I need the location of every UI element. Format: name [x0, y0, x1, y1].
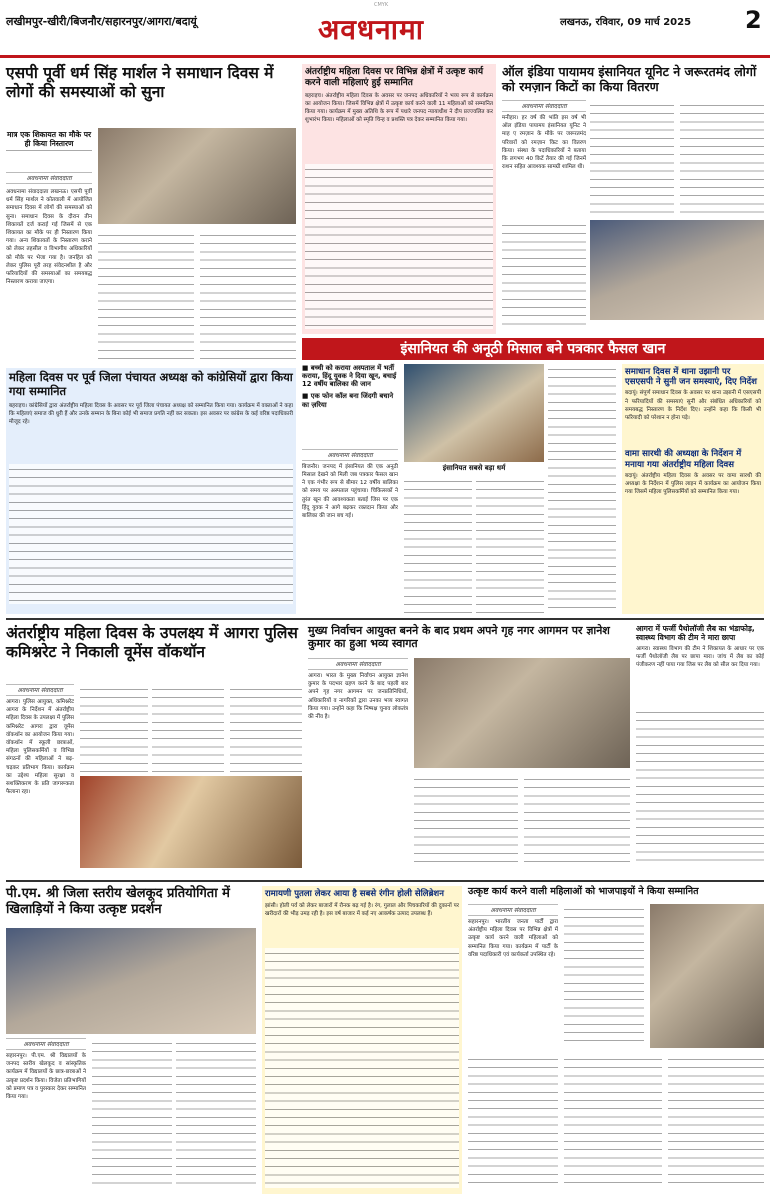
- article-mahila-samman: [302, 64, 496, 334]
- bullet-1: ■ बच्ची को कराया अस्पताल में भर्ती कराया, हिंदू युवक ने दिया खून, बचाई 12 वर्षीय बालिका की जान: [302, 364, 397, 389]
- article-body: बदायूं। अंतर्राष्ट्रीय महिला दिवस के अवसर पर वामा सारथी की अध्यक्षा के निर्देशन में पुलिस लाइन में कार्यक्रम का आयोजन किया गया जिसमें महिला पुलिसकर्मियों को सम्मानित किया गया।: [625, 472, 761, 496]
- article-ujhani-samadhan: [622, 364, 764, 614]
- article-body-continued: [176, 1038, 256, 1188]
- article-body: आगरा। भारत के मुख्य निर्वाचन आयुक्त ज्ञानेश कुमार के पदभार ग्रहण करने के बाद पहली बार अपने गृह नगर आगमन पर जनप्रतिनिधियों, अधिकारियों व नागरिकों द्वारा उनका भव्य स्वागत किया गया। उन्होंने कहा कि निष्पक्ष चुनाव लोकतंत्र की नींव है।: [308, 673, 408, 721]
- bullet-2: ■ एक फोन कॉल बना जिंदगी बचाने का ज़रिया: [302, 392, 394, 409]
- headline: रामायणी पुतला लेकर आया है सबसे रंगीन होली सेलिब्रेशन: [265, 889, 444, 899]
- photo-walkathon: [80, 776, 302, 868]
- masthead: [0, 0, 770, 58]
- headline: उत्कृष्ट कार्य करने वाली महिलाओं को भाजपाइयों ने किया सम्मानित: [468, 886, 699, 897]
- article-body: झांसी। होली पर्व को लेकर बाजारों में रौनक बढ़ गई है। रंग, गुलाल और पिचकारियों की दुकानों पर खरीदारों की भीड़ उमड़ रही है। इस वर्ष बाजार में कई नए आकर्षक उत्पाद उपलब्ध हैं।: [265, 903, 459, 918]
- headline: आगरा में फर्जी पैथोलॉजी लैब का भंडाफोड़, स्वास्थ्य विभाग की टीम ने मारा छापा: [636, 624, 755, 642]
- byline: अवधनामा संवाददाता: [6, 1038, 86, 1050]
- headline: एसपी पूर्वी धर्म सिंह मार्शल ने समाधान दिवस में लोगों की समस्याओं को सुना: [6, 64, 274, 101]
- photo-welcome: [414, 658, 630, 768]
- article-body-continued: [152, 684, 224, 774]
- newspaper-logo: अवधनामा: [318, 13, 424, 46]
- article-body: सहारनपुर। भारतीय जनता पार्टी द्वारा अंतर्राष्ट्रीय महिला दिवस पर विभिन्न क्षेत्रों में उत्कृष्ट कार्य करने वाली महिलाओं को सम्मानित किया गया। कार्यक्रम में पार्टी के वरिष्ठ पदाधिकारी एवं कार्यकर्ता उपस्थित रहे।: [468, 919, 558, 958]
- article-body-continued: [98, 230, 194, 360]
- article-body: बहराइच। अंतर्राष्ट्रीय महिला दिवस के अवसर पर जनपद अधिकारियों ने भव्य रूप से कार्यक्रम का आयोजन किया। जिसमें विभिन्न क्षेत्रों में उत्कृष्ट कार्य करने वाली 11 महिलाओं को सम्मानित किया गया। कार्यक्रम में मुख्य अतिथि के रूप में पधारे जनपद न्यायाधीश ने दीप प्रज्ज्वलित कर शुभारंभ किया। महिलाओं को स्मृति चिन्ह व प्रशस्ति पत्र देकर सम्मानित किया गया।: [305, 92, 493, 124]
- article-body-continued: [502, 220, 586, 330]
- article-sp-samadhan: [6, 64, 296, 364]
- article-body-continued: [265, 948, 459, 1188]
- article-body: बदायूं। संपूर्ण समाधान दिवस के अवसर पर थाना उझानी में एसएसपी ने फरियादियों की समस्याएं सुनीं और संबंधित अधिकारियों को समयबद्ध निस्तारण के निर्देश दिए। उन्होंने कहा कि किसी भी फरियादी को परेशान न होना पड़े।: [625, 390, 761, 421]
- article-body-continued: [476, 476, 544, 614]
- photo-khelkud: [6, 928, 256, 1034]
- article-body-continued: [414, 774, 518, 868]
- article-body-continued: [200, 230, 296, 360]
- article-body-continued: [404, 476, 472, 614]
- article-body: आगरा। पुलिस आयुक्त, कमिश्नरेट आगरा के निर्देशन में अंतर्राष्ट्रीय महिला दिवस के उपलक्ष्य में पुलिस कमिश्नरेट आगरा द्वारा वूमेंस वॉकथॉन का आयोजन किया गया। वॉकथॉन में स्कूली छात्राओं, महिला पुलिसकर्मियों व विभिन्न संगठनों की महिलाओं ने बढ़-चढ़कर प्रतिभाग किया। कार्यक्रम का उद्देश्य महिला सुरक्षा व सशक्तिकरण के प्रति जागरूकता फैलाना रहा।: [6, 699, 74, 796]
- article-body-continued: [230, 684, 302, 774]
- article-holi: [262, 886, 462, 1194]
- headline: पी.एम. श्री जिला स्तरीय खेलकूद प्रतियोगिता में खिलाड़ियों ने किया उत्कृष्ट प्रदर्शन: [6, 886, 230, 917]
- photo-samadhan-diwas: [98, 128, 296, 224]
- article-body: आगरा। स्वास्थ्य विभाग की टीम ने शिकायत के आधार पर एक फर्जी पैथोलॉजी लैब पर छापा मारा। जांच में लैब का कोई पंजीकरण नहीं पाया गया जिस पर लैब को सील कर दिया गया।: [636, 646, 764, 669]
- article-body-continued: [80, 684, 148, 772]
- headline: ऑल इंडिया पायामय इंसानियत यूनिट ने जरूरतमंद लोगों को रमज़ान किटों का किया वितरण: [502, 64, 757, 94]
- byline: अवधनामा संवाददाता: [308, 658, 408, 670]
- headline: समाधान दिवस में थाना उझानी पर एसएसपी ने सुनी जन समस्याएं, दिए निर्देश: [625, 367, 757, 388]
- byline: अवधनामा संवाददाता: [468, 904, 558, 916]
- section-divider: [6, 880, 764, 882]
- article-body-continued: [668, 1054, 764, 1188]
- article-body: बिजनौर। जनपद में इंसानियत की एक अनूठी मिसाल देखने को मिली जब पत्रकार फैसल खान ने एक गंभीर रूप से बीमार 12 वर्षीय बालिका को समय पर अस्पताल पहुंचाया। चिकित्सकों ने तुरंत खून की आवश्यकता बताई जिस पर एक हिंदू युवक ने आगे बढ़कर रक्तदान किया और बालिका की जान बच गई।: [302, 463, 398, 519]
- article-fake-lab: [636, 624, 764, 876]
- photo-bjp-samman: [650, 904, 764, 1048]
- byline: अवधनामा संवाददाता: [302, 449, 398, 461]
- byline: अवधनामा संवाददाता: [502, 100, 586, 112]
- headline-vama-sarathi: वामा सारथी की अध्यक्षा के निर्देशन में मनाया गया अंतर्राष्ट्रीय महिला दिवस: [625, 449, 742, 470]
- article-body-continued: [564, 904, 644, 1048]
- article-faisal-khan-left: [302, 364, 398, 614]
- headline-banner: इंसानियत की अनूठी मिसाल बने पत्रकार फैसल खान: [302, 338, 764, 360]
- article-body-continued: [305, 164, 493, 329]
- kicker: मात्र एक शिकायत का मौके पर ही किया निस्तारण: [6, 130, 92, 151]
- article-body: मनीहार। हर वर्ष की भांति इस वर्ष भी ऑल इंडिया पायामय इंसानियत यूनिट ने माह ए रमज़ान के मौके पर जरूरतमंद परिवारों को रमज़ान किट का वितरण किया। संस्था के पदाधिकारियों ने बताया कि लगभग 40 किटें तैयार की गई जिनमें राशन सहित आवश्यक सामग्री शामिल थी।: [502, 115, 586, 171]
- photo-caption: इंसानियत सबसे बड़ा धर्म: [442, 464, 506, 472]
- byline: अवधनामा संवाददाता: [6, 172, 92, 184]
- section-divider: [6, 618, 764, 620]
- article-body-continued: [636, 707, 764, 867]
- article-body: बहराइच। कांग्रेसियों द्वारा अंतर्राष्ट्रीय महिला दिवस के अवसर पर पूर्व जिला पंचायत अध्यक्ष को सम्मानित किया गया। कार्यक्रम में वक्ताओं ने कहा कि महिलाएं समाज की धुरी हैं और उनके सम्मान के बिना कोई भी समाज प्रगति नहीं कर सकता। इस अवसर पर कांग्रेस के कई वरिष्ठ पदाधिकारी मौजूद रहे।: [9, 402, 293, 425]
- article-body-continued: [468, 1054, 558, 1188]
- dateline: लखनऊ, रविवार, 09 मार्च 2025: [560, 17, 692, 28]
- article-body-continued: [680, 100, 764, 214]
- article-body-continued: [9, 464, 293, 604]
- headline: महिला दिवस पर पूर्व जिला पंचायत अध्यक्ष को कांग्रेसियों द्वारा किया गया सम्मानित: [9, 370, 293, 398]
- article-body: अवधनामा संवाददाता लखनऊ। एसपी पूर्वी धर्म सिंह मार्शल ने कोतवाली में आयोजित समाधान दिवस में लोगों की समस्याओं को सुना। समाधान दिवस के दौरान तीन शिकायतें दर्ज कराई गई जिसमें से एक शिकायत का मौके पर ही निस्तारण किया गया। अन्य शिकायतों के निस्तारण कराने को लेकर तहसील व विभागीय अधिकारियों को मौके पर भेजा गया है। जनहित को लेकर पुलिस पूरी तरह संवेदनशील है और फरियादियों की समस्याओं का समयबद्ध निस्तारण कराया जाएगा।: [6, 189, 92, 286]
- edition-line: लखीमपुर-खीरी/बिजनौर/सहारनपुर/आगरा/बदायूं: [6, 15, 197, 28]
- article-body: सहारनपुर। पी.एम. श्री विद्यालयों के जनपद स्तरीय खेलकूद व सांस्कृतिक कार्यक्रम में विद्यालयों के छात्र-छात्राओं ने उत्कृष्ट प्रदर्शन किया। विजेता प्रतिभागियों को प्रमाण पत्र व पुरस्कार देकर सम्मानित किया गया।: [6, 1053, 86, 1101]
- cmyk-marker: CMYK: [374, 2, 389, 8]
- article-body-continued: [548, 364, 616, 614]
- headline: अंतर्राष्ट्रीय महिला दिवस के उपलक्ष्य में आगरा पुलिस कमिश्नरेट ने निकाली वूमेंस वॉकथॉन: [6, 624, 298, 661]
- headline: अंतर्राष्ट्रीय महिला दिवस पर विभिन्न क्षेत्रों में उत्कृष्ट कार्य करने वाली महिलाएं हुई सम्मानित: [305, 67, 484, 88]
- article-body-continued: [92, 1038, 172, 1188]
- photo-faisal-khan: [404, 364, 544, 462]
- byline: अवधनामा संवाददाता: [6, 684, 74, 696]
- article-body-continued: [564, 1054, 662, 1188]
- article-khelkud: [6, 886, 256, 1194]
- article-gyanesh-kumar: [308, 624, 630, 876]
- article-bjp-samman: [468, 886, 764, 1194]
- article-congress-samman: [6, 368, 296, 614]
- photo-ramzan-kit: [590, 220, 764, 320]
- page-number: 2: [745, 6, 762, 34]
- headline: मुख्य निर्वाचन आयुक्त बनने के बाद प्रथम अपने गृह नगर आगमन पर ज्ञानेश कुमार का हुआ भव्य स्वागत: [308, 624, 610, 651]
- article-ramzan-kit: [502, 64, 764, 334]
- article-body-continued: [524, 774, 630, 868]
- article-body-continued: [590, 100, 674, 214]
